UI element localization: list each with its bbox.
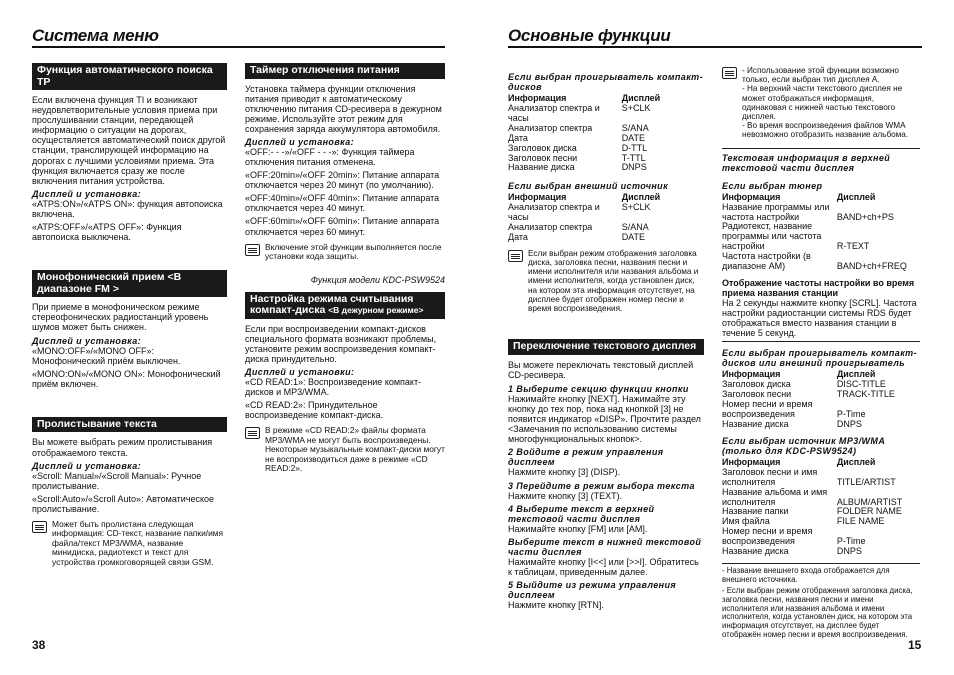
section-header (245, 292, 445, 319)
left-col-2 (245, 63, 445, 473)
section-body: Если при воспроизведении компакт-дисков специального формата возникают проблемы, установите режим воспроизведения компакт-диска принудительно. (245, 323, 437, 364)
step-title: Выберите текст в нижней текстовой части дисплея (508, 536, 702, 557)
divider (722, 341, 920, 342)
info-table (722, 458, 920, 557)
info-table (722, 370, 920, 429)
table-row: Номер песни и время воспроизведения P-Time (722, 526, 866, 547)
note (245, 426, 445, 473)
col-header: Дисплей (621, 192, 661, 203)
table-row: Название диска DNPS (722, 546, 862, 556)
table-row: Заголовок песни TRACK-TITLE (722, 389, 895, 400)
source-label: Если выбран проигрыватель компакт-дисков или внешний проигрыватель (722, 348, 917, 369)
note-line: - Название внешнего входа отображается для внешнего источника. (722, 565, 890, 584)
section-mono (32, 270, 227, 389)
section-body: Установка таймера функции отключения питания приводит к автоматическому отключению питания CD-ресивера в дежурном режиме. Используйте этот режим для сохранения заряда аккумулятора автомобиля. (245, 83, 442, 134)
section-body: На 2 секунды нажмите кнопку [SCRL]. Частота настройки радиостанции системы RDS будет отображаться вместо названия станции в течение 5 секунд. (722, 298, 917, 339)
note (32, 520, 227, 567)
end-notes (722, 567, 920, 640)
table-row: Анализатор спектра S/ANA (508, 122, 649, 133)
section-tp-search (32, 63, 227, 242)
section-header: Таймер отключения питания (245, 63, 445, 79)
info-table (508, 193, 704, 242)
section-header: Функция автоматического поиска TP (32, 63, 227, 90)
section-header: Монофонический прием <В диапазоне FM > (32, 270, 227, 297)
left-col-1 (32, 63, 227, 567)
setting-line: «MONO:OFF»/«MONO OFF»: Монофонический приём выключен. (32, 345, 181, 366)
table-row: Дата DATE (508, 231, 646, 242)
table-row: Заголовок диска DISC-TITLE (722, 379, 886, 390)
section-body: Если включена функция TI и возникают неудовлетворительные условия приема при прослушивании станции, передающей информацию о ситуации на дорогах, осуществляется автоматический поиск другой станции, транслирующей информацию на дорогах с лучшими условиями приема. Эта функция включается сразу же после включения питания устройства. (32, 95, 226, 186)
table-row: Частота настройки (в диапазоне AM) BAND+ch+FREQ (722, 251, 907, 271)
step-title: 3 Перейдите в режим выбора текста (508, 480, 695, 491)
note (508, 249, 704, 313)
setting-line: «Scroll:Auto»/«Scroll Auto»: Автоматическое пролистывание. (32, 493, 215, 514)
section-header: Пролистывание текста (32, 417, 227, 433)
setting-line: «OFF:40min»/«OFF 40min»: Питание аппарата отключается через 40 минут. (245, 193, 440, 214)
right-col-1 (508, 70, 704, 613)
table-row: Название папки FOLDER NAME (722, 506, 902, 517)
setting-line: «ATPS:OFF»/«ATPS OFF»: Функция автопоиска выключена. (32, 222, 182, 243)
note-icon (722, 67, 737, 79)
note-icon (245, 427, 260, 439)
table-row: Радиотекст, название программы или частота настройки R-TEXT (722, 221, 870, 252)
display-setup-label: Дисплей и установка: (32, 460, 142, 471)
section-power-off-timer (245, 63, 445, 261)
step (508, 447, 704, 477)
setting-line: «Scroll: Manual»/«Scroll Manual»: Ручное пролистывание. (32, 470, 202, 491)
info-table (508, 94, 704, 173)
source-label: Если выбран внешний источник (508, 181, 669, 192)
note-text: Если выбран режим отображения заголовка диска, заголовка песни, названия песни и имени исполнителя или названия альбома и имени исполнителя, когда установлен диск, на котором эта информация отсутствует, на дисплее будет отображен номер песни и время воспроизведения. (528, 248, 699, 313)
step-text: Нажимайте кнопку [FM] или [AM]. (508, 523, 648, 534)
right-page-title: Основные функции (508, 26, 671, 45)
section-text-scroll (32, 417, 227, 567)
col-header: Дисплей (836, 369, 876, 380)
display-setup-label: Дисплей и установка: (32, 335, 142, 346)
table-row: Дата DATE (508, 132, 646, 143)
step (508, 384, 704, 444)
note-icon (32, 521, 47, 533)
display-setup-label: Дисплей и установки: (245, 366, 355, 377)
source-label: Если выбран проигрыватель компакт-дисков (508, 72, 703, 93)
section-header: Переключение текстового дисплея (508, 339, 704, 355)
step-text: Нажмите кнопку [3] (DISP). (508, 467, 621, 478)
model-caption: Функция модели KDC-PSW9524 (310, 275, 445, 286)
table-row: Анализатор спектра и часы S+CLK (508, 202, 651, 223)
table-row: Анализатор спектра S/ANA (508, 222, 649, 233)
note-text: В режиме «CD READ:2» файлы формата MP3/WMA не могут быть воспроизведены. Некоторые музыкальные компакт-диски могут не воспроизводиться даже в режиме «CD READ:2». (265, 425, 445, 473)
left-page-number: 38 (32, 638, 46, 652)
step-title: 4 Выберите текст в верхней текстовой части дисплея (508, 503, 655, 524)
header-small: <В дежурном режиме> (328, 305, 424, 316)
section-body: Вы можете выбрать режим пролистывания отображаемого текста. (32, 437, 213, 458)
right-page-number: 15 (908, 638, 922, 652)
setting-line: «OFF:20min»/«OFF 20min»: Питание аппарата отключается через 20 минут (по умолчанию). (245, 170, 440, 191)
table-row: Название альбома и имя исполнителя ALBUM/ARTIST (722, 486, 903, 507)
section-text-display-switch (508, 339, 704, 610)
step-text: Нажмите кнопку [3] (TEXT). (508, 490, 623, 501)
table-row: Название диска DNPS (508, 162, 647, 173)
source-label: Если выбран источник MP3/WMA (только для KDC-PSW9524) (722, 435, 885, 456)
setting-line: «MONO:ON»/«MONO ON»: Монофонический приём включен. (32, 368, 221, 389)
table-row: Заголовок песни и имя исполнителя TITLE/ARTIST (722, 466, 896, 487)
step (508, 481, 704, 501)
sub-heading: Текстовая информация в верхней текстовой части дисплея (722, 152, 891, 173)
divider (722, 148, 920, 149)
step (508, 537, 704, 577)
step-title: 1 Выберите секцию функции кнопки (508, 383, 689, 394)
table-row: Имя файла FILE NAME (722, 516, 885, 527)
table-row: Название диска DNPS (722, 418, 862, 429)
setting-line: «CD READ:1»: Воспроизведение компакт-дисков и MP3/WMA. (245, 377, 422, 398)
col-header: Дисплей (836, 456, 876, 467)
setting-line: «OFF:- - -»/«OFF - - -»: Функция таймера отключения питания отменена. (245, 147, 415, 168)
note-text: Может быть пролистана следующая информация: CD-текст, название папки/имя файла/текст MP3/WMA, название минидиска, радиотекст и текст для устройства громкоговорящей связи GSM. (52, 519, 224, 567)
section-body: Вы можете переключать текстовый дисплей CD-ресивера. (508, 359, 694, 380)
note-line: - Использование этой функции возможно только, если выбран тип дисплея A. (742, 66, 899, 85)
step-text: Нажимайте кнопку [NEXT]. Нажимайте эту кнопку до тех пор, пока над кнопкой [3] не появится индикатор «DISP». Прочтите раздел <Замечания по использованию системы многофункциональных кнопок>. (508, 393, 701, 445)
note-line: - Если выбран режим отображения заголовка диска, заголовка песни, названия песни и имени исполнителя или названия альбома и имени исполнителя, когда установлен диск, на котором эта информация отсутствует, на дисплее будет отображён номер песни и время воспроизведения. (722, 586, 913, 639)
col-header: Информация (508, 192, 567, 203)
note-icon (508, 250, 523, 262)
note-icon (245, 244, 260, 256)
step (508, 504, 704, 534)
col-header: Информация (722, 456, 781, 467)
header-main: Настройка режима считывания компакт-диска (250, 292, 414, 317)
table-row: Анализатор спектра и часы S+CLK (508, 103, 651, 123)
col-header: Дисплей (836, 191, 876, 202)
step-title: 5 Выйдите из режима управления дисплеем (508, 580, 677, 601)
step-text: Нажмите кнопку [RTN]. (508, 600, 604, 611)
divider (722, 563, 920, 564)
note (722, 66, 920, 140)
display-setup-label: Дисплей и установка: (245, 136, 355, 147)
left-page-title: Система меню (32, 26, 159, 45)
step-text: Нажимайте кнопку [I<<] или [>>I]. Обратитесь к таблицам, приведенным далее. (508, 557, 699, 578)
step (508, 580, 704, 610)
col-header: Информация (722, 191, 781, 202)
note-text (742, 66, 920, 140)
note-line: - На верхний части текстового дисплея не может отображаться информация, одинаковая с нижней частью текстового дисплея. (742, 84, 903, 121)
right-col-2 (722, 66, 920, 643)
right-title-rule (508, 46, 922, 48)
section-cd-read (245, 292, 445, 474)
note (245, 243, 445, 262)
step-title: 2 Войдите в режим управления дисплеем (508, 447, 664, 468)
display-setup-label: Дисплей и установка: (32, 188, 142, 199)
table-row: Номер песни и время воспроизведения P-Time (722, 399, 866, 420)
setting-line: «CD READ:2»: Принудительное воспроизведение компакт-диска. (245, 400, 384, 421)
table-row: Заголовок песни T-TTL (508, 152, 646, 163)
info-table (722, 193, 920, 272)
table-row: Заголовок диска D-TTL (508, 142, 648, 153)
col-header: Информация (508, 93, 567, 104)
section-body: При приеме в монофоническом режиме стереофонических радиостанций уровень шумов может быть снижен. (32, 302, 209, 333)
note-line: - Во время воспроизведения файлов WMA невозможно отобразить название альбома. (742, 121, 909, 140)
setting-line: «OFF:60min»/«OFF 60min»: Питание аппарата отключается через 60 минут. (245, 216, 440, 237)
note-text: Включение этой функции выполняется после установки кода защиты. (265, 241, 442, 262)
table-row: Название программы или частота настройки BAND+ch+PS (722, 201, 894, 222)
col-header: Дисплей (621, 93, 661, 104)
setting-line: «ATPS:ON»/«ATPS ON»: функция автопоиска включена. (32, 198, 223, 219)
col-header: Информация (722, 369, 781, 380)
sub-heading: Отображение частоты настройки во время приема названия станции (722, 277, 915, 298)
left-title-rule (32, 46, 445, 48)
source-label: Если выбран тюнер (722, 180, 823, 191)
